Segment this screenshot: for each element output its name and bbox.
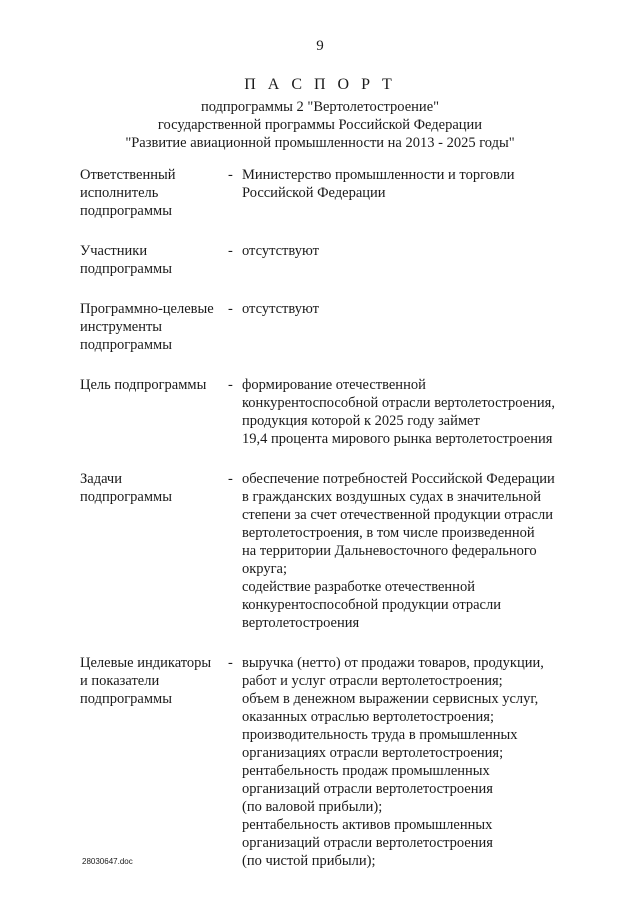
row-value-line: формирование отечественной — [242, 377, 426, 393]
row-value-line: организациях отрасли вертолетостроения; — [242, 745, 504, 761]
row-value-line: Министерство промышленности и торговли — [242, 167, 515, 183]
passport-row-instruments — [80, 300, 580, 354]
row-value — [242, 470, 580, 632]
row-label-line: подпрограммы — [80, 261, 172, 277]
row-dash: - — [228, 471, 233, 487]
row-value — [242, 166, 580, 220]
passport-table — [80, 166, 580, 870]
row-dash: - — [228, 655, 233, 671]
row-label-line: подпрограммы — [80, 691, 172, 707]
row-value-line: 19,4 процента мирового рынка вертолетостроения — [242, 431, 553, 447]
row-value-line: в гражданских воздушных судах в значительной — [242, 489, 541, 505]
row-value-line: отсутствуют — [242, 243, 319, 259]
row-value-line: Российской Федерации — [242, 185, 386, 201]
row-value-line: (по валовой прибыли); — [242, 799, 383, 815]
row-label-line: Программно-целевые — [80, 301, 214, 317]
row-label — [80, 376, 228, 448]
row-value-line: отсутствуют — [242, 301, 319, 317]
document-footer-filename: 28030647.doc — [82, 857, 133, 866]
passport-row-responsible — [80, 166, 580, 220]
row-label — [80, 242, 228, 278]
row-value-line: продукция которой к 2025 году займет — [242, 413, 480, 429]
row-label-line: Целевые индикаторы — [80, 655, 212, 671]
row-label-line: подпрограммы — [80, 337, 172, 353]
row-value-line: рентабельность продаж промышленных — [242, 763, 490, 779]
row-label-line: Участники — [80, 243, 148, 259]
row-dash: - — [228, 301, 233, 317]
row-value-line: обеспечение потребностей Российской Федерации — [242, 471, 555, 487]
row-value-line: (по чистой прибыли); — [242, 853, 376, 869]
row-value — [242, 242, 580, 278]
row-value-line: вертолетостроения, в том числе произведенной — [242, 525, 535, 541]
passport-row-goal — [80, 376, 580, 448]
passport-row-participants — [80, 242, 580, 278]
document-subtitle — [0, 98, 640, 152]
subtitle-line: подпрограммы 2 "Вертолетостроение" — [200, 99, 440, 115]
subtitle-line: "Развитие авиационной промышленности на 2013 - 2025 годы" — [125, 135, 515, 151]
row-value-line: конкурентоспособной продукции отрасли — [242, 597, 501, 613]
row-label-line: Задачи — [80, 471, 122, 487]
row-value — [242, 654, 580, 870]
passport-row-tasks — [80, 470, 580, 632]
row-label-line: подпрограммы — [80, 489, 172, 505]
row-label-line: Ответственный — [80, 167, 176, 183]
page-number: 9 — [316, 38, 324, 54]
row-label — [80, 470, 228, 632]
row-label-line: инструменты — [80, 319, 163, 335]
row-value-line: степени за счет отечественной продукции отрасли — [242, 507, 553, 523]
row-value-line: рентабельность активов промышленных — [242, 817, 493, 833]
row-dash: - — [228, 167, 233, 183]
row-label-line: Цель подпрограммы — [80, 377, 207, 393]
row-label-line: и показатели — [80, 673, 160, 689]
row-value-line: выручка (нетто) от продажи товаров, продукции, — [242, 655, 544, 671]
passport-row-indicators — [80, 654, 580, 870]
row-dash: - — [228, 377, 233, 393]
row-label-line: исполнитель — [80, 185, 159, 201]
row-value — [242, 376, 580, 448]
row-value-line: организаций отрасли вертолетостроения — [242, 835, 493, 851]
row-value-line: оказанных отраслью вертолетостроения; — [242, 709, 494, 725]
row-value-line: округа; — [242, 561, 288, 577]
row-label — [80, 300, 228, 354]
row-label-line: подпрограммы — [80, 203, 172, 219]
row-value-line: объем в денежном выражении сервисных услуг, — [242, 691, 539, 707]
row-value-line: производительность труда в промышленных — [242, 727, 518, 743]
document-title: П А С П О Р Т — [244, 76, 396, 93]
row-value — [242, 300, 580, 354]
row-label — [80, 166, 228, 220]
row-value-line: вертолетостроения — [242, 615, 360, 631]
row-value-line: на территории Дальневосточного федерального — [242, 543, 537, 559]
row-value-line: содействие разработке отечественной — [242, 579, 475, 595]
row-value-line: организаций отрасли вертолетостроения — [242, 781, 493, 797]
row-value-line: работ и услуг отрасли вертолетостроения; — [242, 673, 503, 689]
row-dash: - — [228, 243, 233, 259]
row-value-line: конкурентоспособной отрасли вертолетостроения, — [242, 395, 555, 411]
row-label — [80, 654, 228, 870]
subtitle-line: государственной программы Российской Федерации — [157, 117, 483, 133]
